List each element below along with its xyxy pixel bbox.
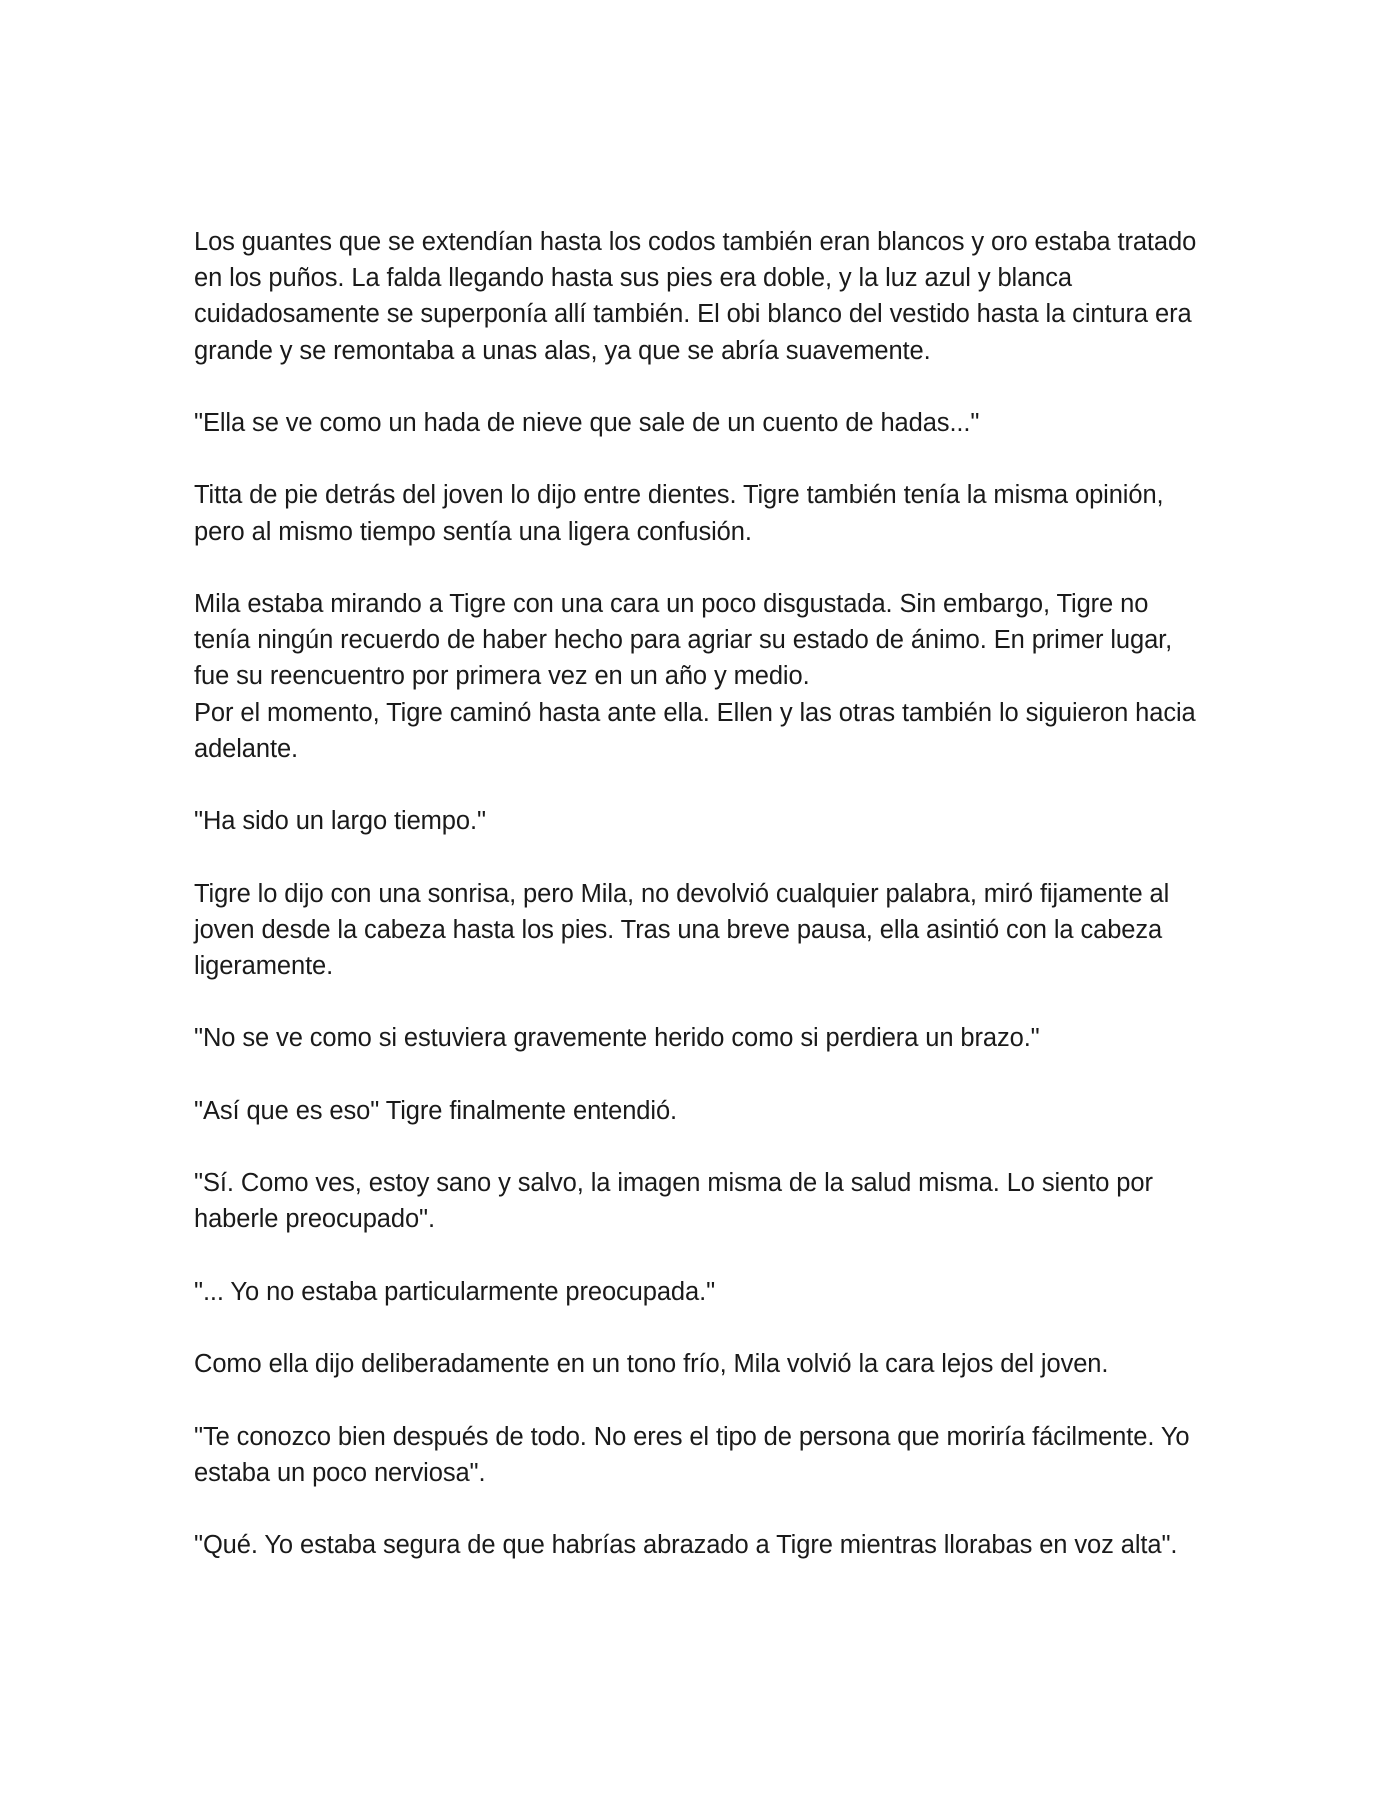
paragraph: "Así que es eso" Tigre finalmente entendió. bbox=[194, 1096, 678, 1125]
document-body bbox=[194, 224, 1204, 1600]
paragraph: "Ha sido un largo tiempo." bbox=[194, 807, 486, 836]
paragraph: "Sí. Como ves, estoy sano y salvo, la imagen misma de la salud misma. Lo siento por haberle preocupado". bbox=[194, 1169, 1153, 1234]
paragraph: Mila estaba mirando a Tigre con una cara un poco disgustada. Sin embargo, Tigre no tenía ningún recuerdo de haber hecho para agriar su estado de ánimo. En primer lugar, fue su reencuentro por primera vez en un año y medio. bbox=[194, 589, 1173, 691]
paragraph: "Qué. Yo estaba segura de que habrías abrazado a Tigre mientras llorabas en voz alta". bbox=[194, 1531, 1178, 1560]
paragraph: Tigre lo dijo con una sonrisa, pero Mila, no devolvió cualquier palabra, miró fijamente al joven desde la cabeza hasta los pies. Tras una breve pausa, ella asintió con la cabeza ligeramente. bbox=[194, 879, 1170, 980]
paragraph: Como ella dijo deliberadamente en un tono frío, Mila volvió la cara lejos del joven. bbox=[194, 1350, 1109, 1379]
paragraph: Titta de pie detrás del joven lo dijo entre dientes. Tigre también tenía la misma opinión, pero al mismo tiempo sentía una ligera confusión. bbox=[194, 481, 1164, 546]
paragraph: Por el momento, Tigre caminó hasta ante ella. Ellen y las otras también lo siguieron hacia adelante. bbox=[194, 698, 1196, 763]
paragraph: "Te conozco bien después de todo. No eres el tipo de persona que moriría fácilmente. Yo estaba un poco nerviosa". bbox=[194, 1422, 1190, 1487]
paragraph: "... Yo no estaba particularmente preocupada." bbox=[194, 1277, 716, 1306]
paragraph: "Ella se ve como un hada de nieve que sale de un cuento de hadas..." bbox=[194, 409, 980, 437]
paragraph: "No se ve como si estuviera gravemente herido como si perdiera un brazo." bbox=[194, 1024, 1040, 1053]
paragraph: Los guantes que se extendían hasta los codos también eran blancos y oro estaba tratado en los puños. La falda llegando hasta sus pies era doble, y la luz azul y blanca cuidadosamente se superponía allí también. El obi blanco del vestido hasta la cintura era grande y se remontaba a unas alas, ya que se abría suavemente. bbox=[194, 228, 1197, 365]
